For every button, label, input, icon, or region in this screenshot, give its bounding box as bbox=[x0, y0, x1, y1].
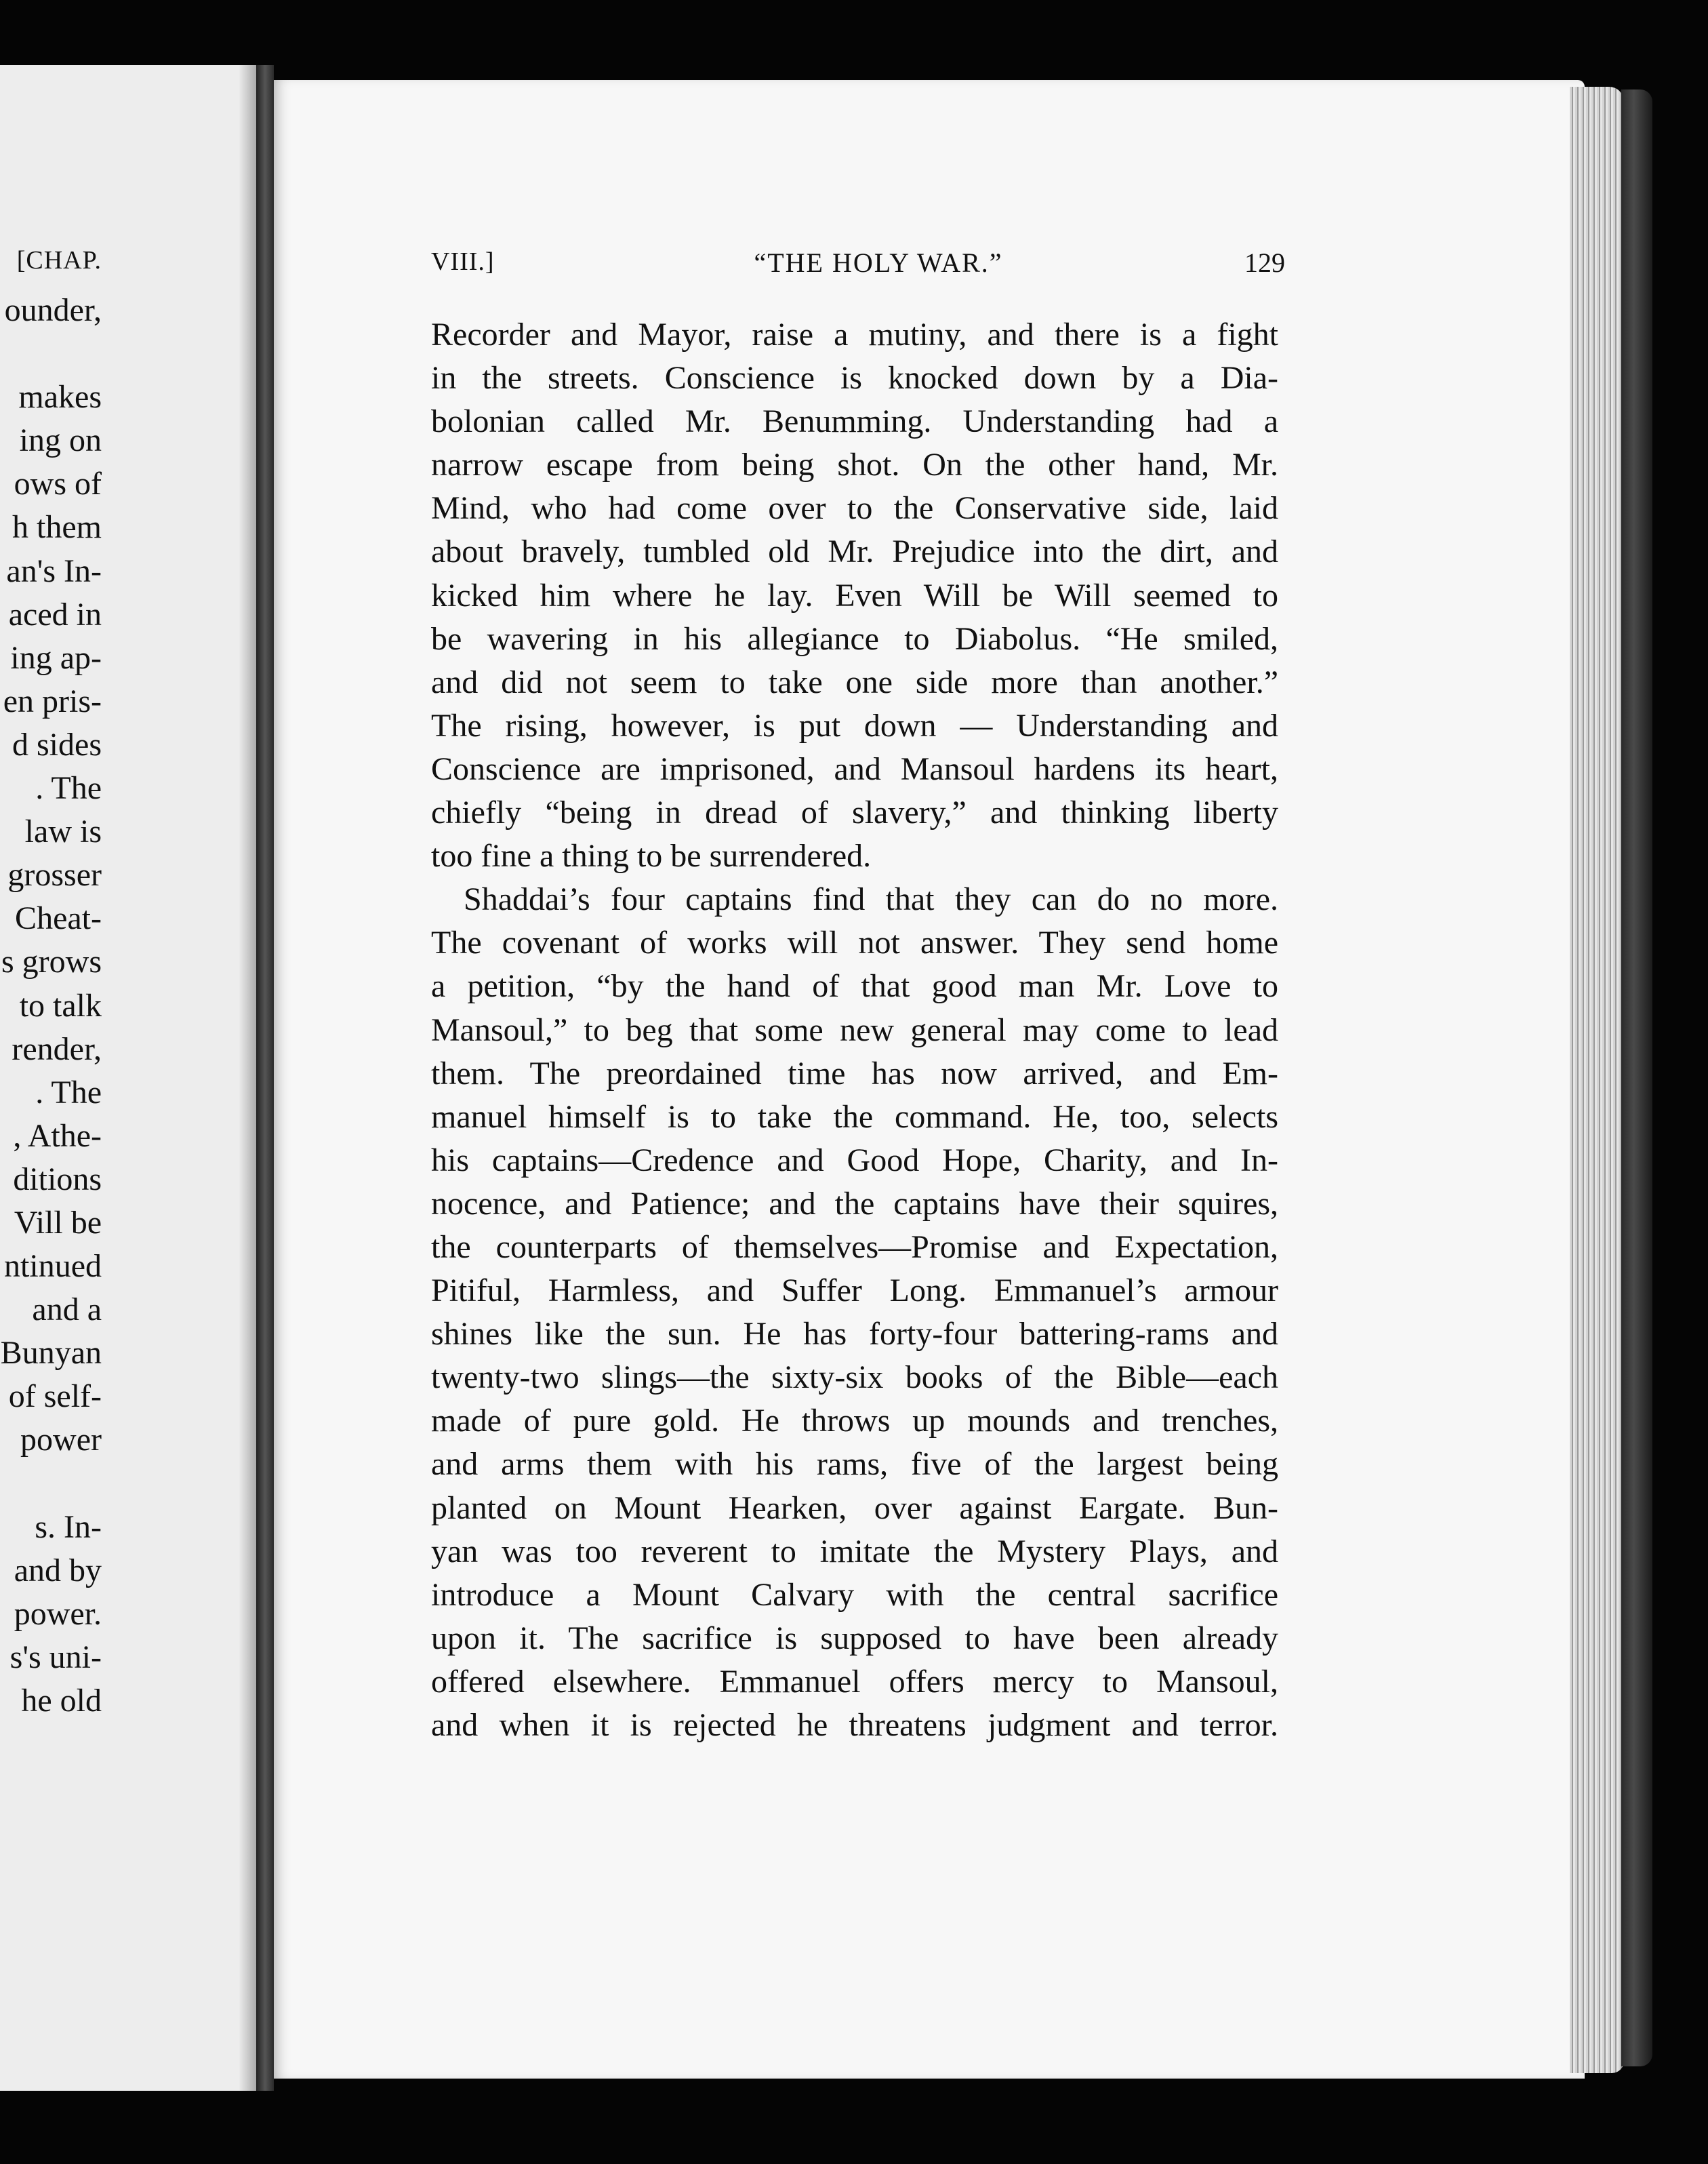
left-text-line: . The bbox=[35, 770, 102, 807]
text-line: manuel himself is to take the command. He, too, selects bbox=[431, 1098, 1278, 1135]
text-line: nocence, and Patience; and the captains have their squires, bbox=[431, 1185, 1278, 1222]
text-line: The covenant of works will not answer. They send home bbox=[431, 925, 1278, 961]
left-text-line: he old bbox=[21, 1683, 102, 1719]
text-line: and when it is rejected he threatens judgment and terror. bbox=[431, 1707, 1278, 1743]
left-text-line: to talk bbox=[19, 987, 102, 1024]
book-cover-edge bbox=[1621, 89, 1652, 2066]
left-text-line: ows of bbox=[14, 466, 102, 502]
text-line: kicked him where he lay. Even Will be Will seemed to bbox=[431, 577, 1278, 614]
left-text-line: s. In- bbox=[35, 1508, 102, 1545]
left-text-line: an's In- bbox=[6, 553, 102, 589]
left-text-line: ntinued bbox=[4, 1248, 102, 1285]
book-spine bbox=[256, 65, 274, 2091]
left-text-line: Vill be bbox=[14, 1204, 102, 1241]
paragraph-start-line: Shaddai’s four captains find that they can do no more. bbox=[464, 881, 1278, 918]
text-line: a petition, “by the hand of that good man Mr. Love to bbox=[431, 968, 1278, 1005]
left-text-line: s's uni- bbox=[9, 1639, 102, 1675]
left-text-line bbox=[0, 332, 102, 376]
text-line: twenty-two slings—the sixty-six books of the Bible—each bbox=[431, 1359, 1278, 1396]
text-line: Conscience are imprisoned, and Mansoul hardens its heart, bbox=[431, 750, 1278, 787]
text-line: introduce a Mount Calvary with the central sacrifice bbox=[431, 1576, 1278, 1613]
text-line: The rising, however, is put down — Understanding and bbox=[431, 707, 1278, 744]
text-line: them. The preordained time has now arrived, and Em- bbox=[431, 1055, 1278, 1091]
left-text-line: and a bbox=[32, 1291, 102, 1328]
left-text-line: ing on bbox=[19, 422, 102, 459]
text-line: bolonian called Mr. Benumming. Understanding had a bbox=[431, 403, 1278, 440]
text-line: chiefly “being in dread of slavery,” and thinking liberty bbox=[431, 795, 1278, 831]
text-line: planted on Mount Hearken, over against Eargate. Bun- bbox=[431, 1489, 1278, 1526]
left-running-head: [CHAP. bbox=[16, 246, 102, 275]
text-line: his captains—Credence and Good Hope, Charity, and In- bbox=[431, 1142, 1278, 1178]
running-title: “THE HOLY WAR.” bbox=[754, 247, 1003, 278]
text-line: Mansoul,” to beg that some new general may come to lead bbox=[431, 1011, 1278, 1048]
left-text-line: s grows bbox=[1, 944, 102, 980]
page-edges bbox=[1570, 87, 1624, 2073]
text-line: Recorder and Mayor, raise a mutiny, and there is a fight bbox=[431, 317, 1278, 353]
text-line: and did not seem to take one side more than another.” bbox=[431, 664, 1278, 700]
text-line: shines like the sun. He has forty-four battering-rams and bbox=[431, 1316, 1278, 1352]
left-text-line: power. bbox=[14, 1595, 102, 1632]
left-text-line: ounder, bbox=[4, 292, 102, 328]
text-line: upon it. The sacrifice is supposed to have been already bbox=[431, 1620, 1278, 1656]
left-text-line: grosser bbox=[7, 857, 102, 894]
left-text-line: law is bbox=[24, 814, 102, 850]
left-text-line: render, bbox=[12, 1030, 102, 1067]
paragraph-end-line: too fine a thing to be surrendered. bbox=[431, 838, 872, 875]
text-line: the counterparts of themselves—Promise and Expectation, bbox=[431, 1228, 1278, 1265]
left-text-line: d sides bbox=[12, 726, 102, 763]
text-line: Pitiful, Harmless, and Suffer Long. Emmanuel’s armour bbox=[431, 1273, 1278, 1309]
left-text-line: power bbox=[20, 1422, 102, 1458]
left-facing-page bbox=[0, 65, 256, 2091]
left-text-line: ing ap- bbox=[10, 639, 102, 676]
left-text-line: h them bbox=[12, 509, 102, 546]
text-line: Mind, who had come over to the Conservative side, laid bbox=[431, 490, 1278, 527]
running-head bbox=[431, 247, 1285, 287]
left-text-line: Cheat- bbox=[15, 900, 102, 937]
left-text-line: and by bbox=[14, 1552, 102, 1588]
left-text-line: makes bbox=[18, 379, 102, 416]
chapter-label: VIII.] bbox=[431, 247, 495, 276]
text-line: about bravely, tumbled old Mr. Prejudice into the dirt, and bbox=[431, 534, 1278, 570]
text-line: made of pure gold. He throws up mounds and trenches, bbox=[431, 1403, 1278, 1439]
text-line: and arms them with his rams, five of the largest being bbox=[431, 1446, 1278, 1483]
gutter-shadow bbox=[239, 65, 256, 2091]
page-number: 129 bbox=[1244, 247, 1285, 278]
left-text-line: ditions bbox=[13, 1161, 102, 1197]
text-line: in the streets. Conscience is knocked down by a Dia- bbox=[431, 360, 1278, 397]
left-text-line bbox=[0, 1462, 102, 1506]
left-text-line: of self- bbox=[8, 1378, 102, 1415]
left-text-line: Bunyan bbox=[0, 1335, 102, 1371]
left-text-line: , Athe- bbox=[13, 1117, 102, 1154]
text-line: narrow escape from being shot. On the other hand, Mr. bbox=[431, 447, 1278, 483]
body-text bbox=[431, 313, 1278, 1747]
left-text-line: aced in bbox=[8, 596, 102, 633]
text-line: offered elsewhere. Emmanuel offers mercy to Mansoul, bbox=[431, 1663, 1278, 1700]
left-page-text bbox=[0, 289, 102, 1723]
text-line: be wavering in his allegiance to Diabolus. “He smiled, bbox=[431, 620, 1278, 657]
left-text-line: . The bbox=[35, 1074, 102, 1110]
left-text-line: en pris- bbox=[3, 683, 102, 719]
text-line: yan was too reverent to imitate the Mystery Plays, and bbox=[431, 1533, 1278, 1569]
